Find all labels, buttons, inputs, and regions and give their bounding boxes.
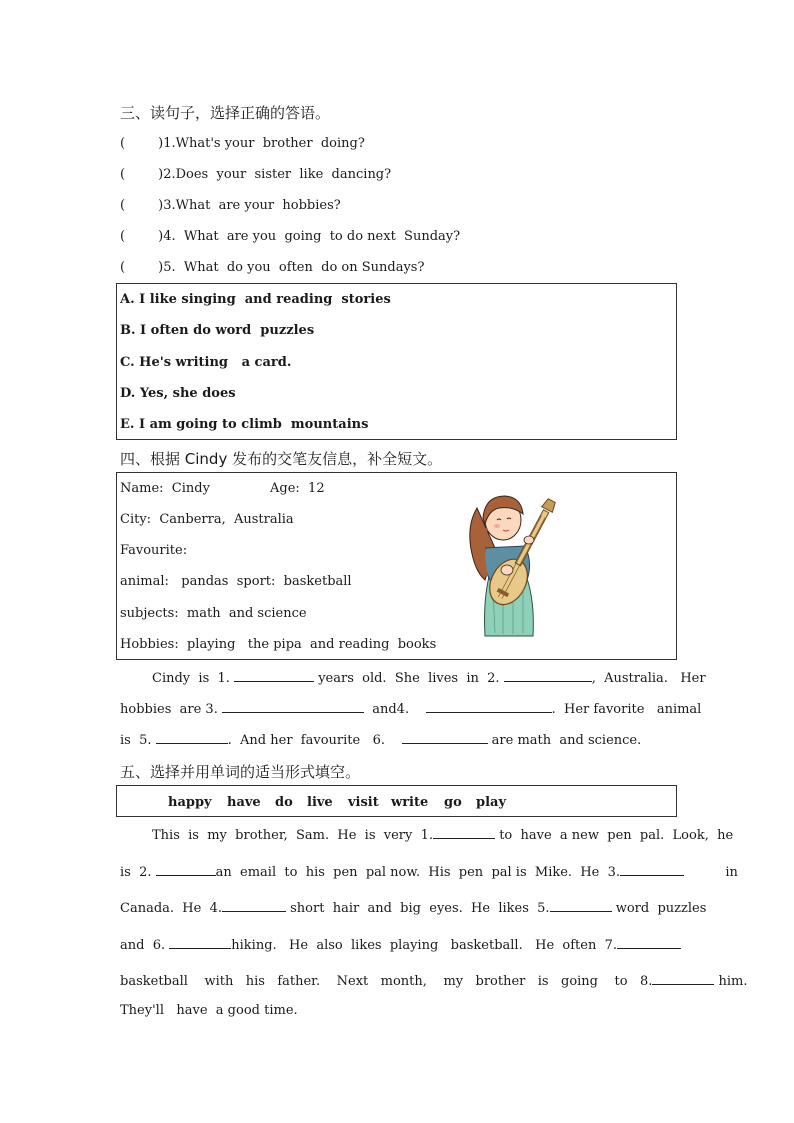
profile-box [116, 472, 677, 660]
option-a: A. I like singing and reading stories [120, 292, 391, 307]
girl-playing-pipa-illustration [455, 488, 565, 648]
word-bank-item: play [476, 795, 507, 810]
passage5-text: to have a new pen pal. Look, he [499, 828, 734, 843]
section5-title: 五、选择并用单词的适当形式填空。 [120, 763, 361, 781]
question-2: ( )2.Does your sister like dancing? [120, 167, 392, 182]
passage4-text: are math and science. [491, 733, 642, 748]
profile-hobbies: Hobbies: playing the pipa and reading books [120, 637, 437, 652]
question-5: ( )5. What do you often do on Sundays? [120, 260, 425, 275]
word-bank-item: visit [348, 795, 379, 810]
profile-name: Name: Cindy [120, 481, 210, 496]
blank-s5-1[interactable] [433, 826, 495, 839]
passage5-line2 [120, 863, 738, 880]
blank-s5-2[interactable] [156, 863, 216, 876]
passage5-text: and 6. [120, 938, 166, 953]
blank-4[interactable] [426, 700, 552, 713]
passage4-text: is 5. [120, 733, 152, 748]
passage5-line3 [120, 899, 706, 916]
passage5-line1 [152, 826, 733, 843]
word-bank-item: write [391, 795, 429, 810]
word-bank-item: live [307, 795, 333, 810]
blank-1[interactable] [234, 669, 314, 682]
passage5-line4 [120, 936, 681, 953]
question-4: ( )4. What are you going to do next Sunday? [120, 229, 461, 244]
option-c: C. He's writing a card. [120, 355, 292, 370]
passage5-text: hiking. He also likes playing basketball. He often 7. [231, 938, 618, 953]
blank-2[interactable] [504, 669, 592, 682]
passage4-text: and4. [372, 702, 410, 717]
passage5-text: short hair and big eyes. He likes 5. [290, 901, 550, 916]
passage4-text: Cindy is 1. [152, 671, 230, 686]
profile-animal-sport: animal: pandas sport: basketball [120, 574, 352, 589]
passage5-text: basketball with his father. Next month, my brother is going to 8. [120, 974, 653, 989]
section3-title: 三、读句子，选择正确的答语。 [120, 104, 331, 122]
passage5-text: This is my brother, Sam. He is very 1. [152, 828, 434, 843]
profile-favourite: Favourite: [120, 543, 188, 558]
passage4-text: hobbies are 3. [120, 702, 218, 717]
blank-s5-3[interactable] [620, 863, 684, 876]
passage5-text: is 2. [120, 865, 152, 880]
profile-subjects: subjects: math and science [120, 606, 307, 621]
passage4-text: , Australia. Her [591, 671, 706, 686]
option-d: D. Yes, she does [120, 386, 236, 401]
passage4-line1 [152, 669, 706, 686]
blank-6[interactable] [402, 731, 488, 744]
passage4-text: . Her favorite animal [551, 702, 702, 717]
profile-age: Age: 12 [270, 481, 325, 496]
passage5-text: Canada. He 4. [120, 901, 222, 916]
blank-s5-7[interactable] [617, 936, 681, 949]
blank-5[interactable] [156, 731, 228, 744]
question-3: ( )3.What are your hobbies? [120, 198, 341, 213]
passage4-line2 [120, 700, 701, 717]
word-bank-item: go [444, 795, 462, 810]
passage5-text: in [725, 865, 738, 880]
word-bank-item: happy [168, 795, 212, 810]
passage5-text: him. [718, 974, 748, 989]
option-e: E. I am going to climb mountains [120, 417, 369, 432]
question-1: ( )1.What's your brother doing? [120, 136, 365, 151]
passage5-line5 [120, 972, 748, 989]
blank-s5-8[interactable] [652, 972, 714, 985]
section4-title: 四、根据 Cindy 发布的交笔友信息，补全短文。 [120, 450, 443, 468]
profile-city: City: Canberra, Australia [120, 512, 294, 527]
passage4-line3 [120, 731, 641, 748]
passage4-text: years old. She lives in 2. [318, 671, 500, 686]
blank-s5-4[interactable] [222, 899, 286, 912]
word-bank-item: have [227, 795, 261, 810]
blank-s5-6[interactable] [169, 936, 231, 949]
option-b: B. I often do word puzzles [120, 323, 315, 338]
passage5-text: word puzzles [615, 901, 707, 916]
word-bank-item: do [275, 795, 293, 810]
passage4-text: . And her favourite 6. [227, 733, 385, 748]
passage5-text: an email to his pen pal now. His pen pal is Mike. He 3. [215, 865, 621, 880]
blank-s5-5[interactable] [550, 899, 612, 912]
passage5-line6: They'll have a good time. [120, 1003, 298, 1018]
blank-3[interactable] [222, 700, 364, 713]
